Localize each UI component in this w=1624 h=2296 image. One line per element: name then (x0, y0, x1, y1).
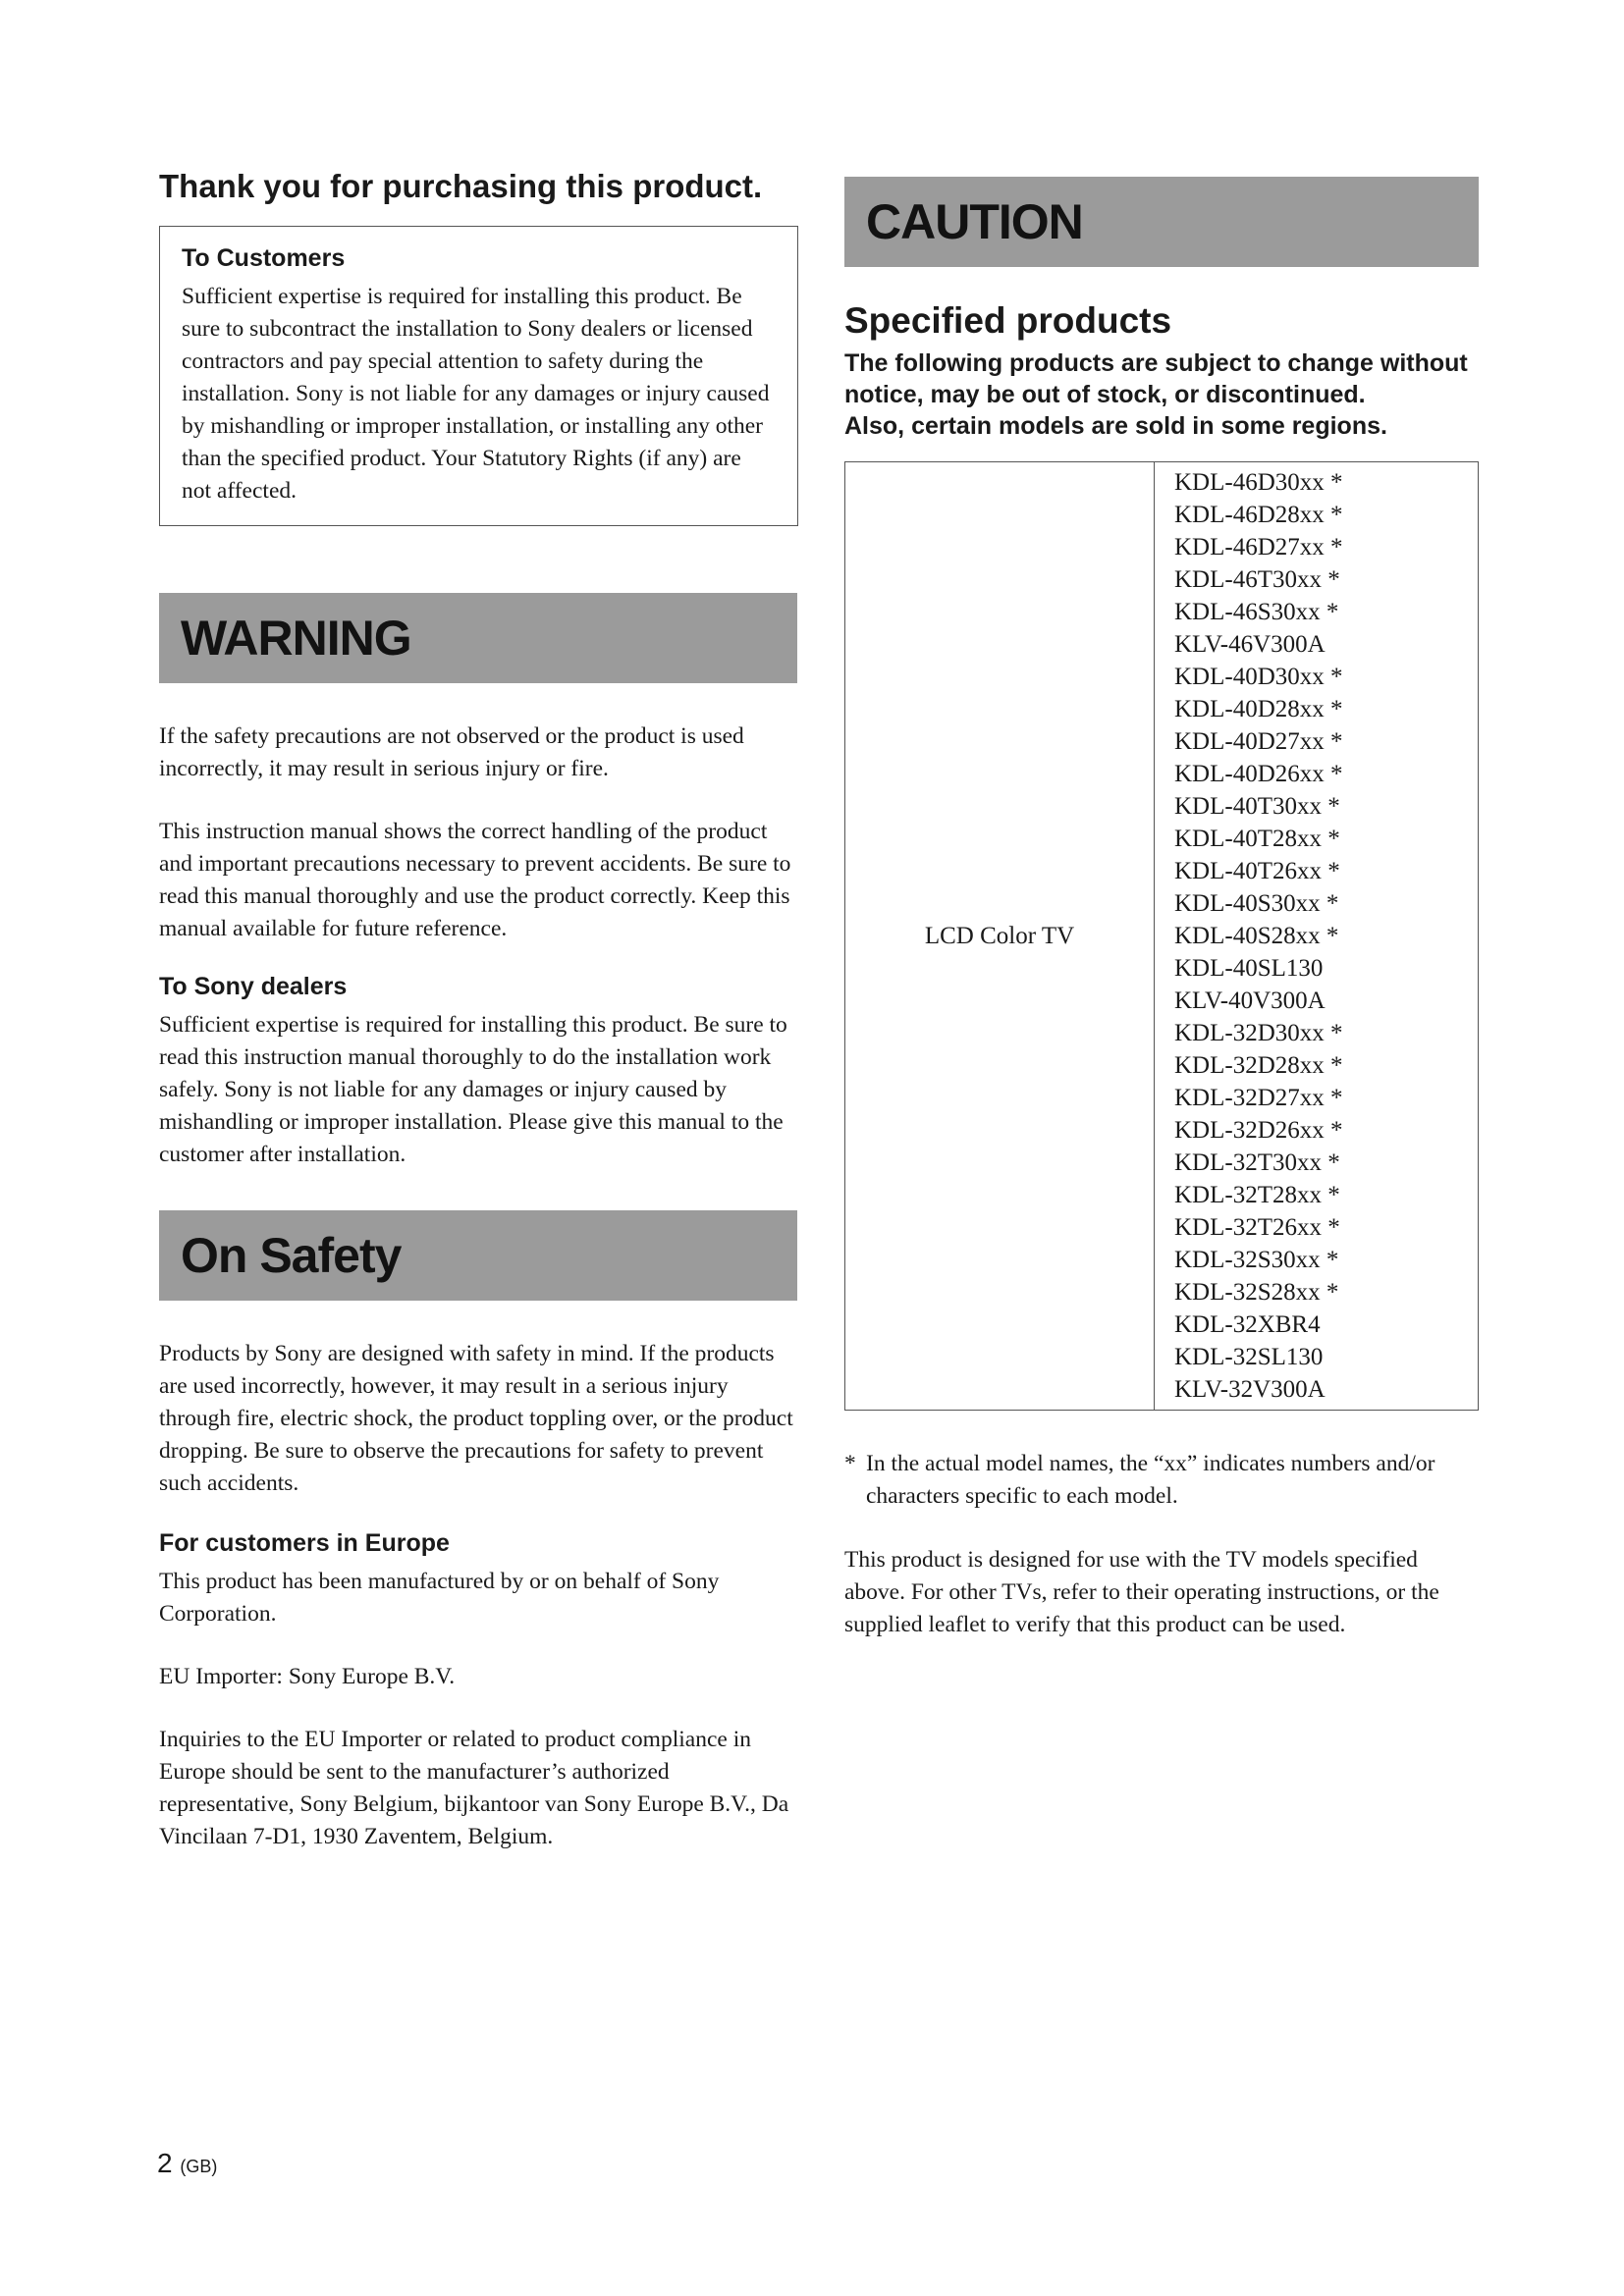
model-item: KDL-40S28xx * (1174, 923, 1339, 949)
warning-banner: WARNING (159, 593, 797, 683)
warning-paragraph-1: If the safety precautions are not observed or the product is used incorrectly, it may result in serious injury or fire. (159, 722, 744, 781)
model-list (1155, 462, 1479, 1411)
model-item: KDL-40T28xx * (1174, 826, 1340, 852)
caution-banner: CAUTION (844, 177, 1479, 267)
page-number-suffix: (GB) (180, 2157, 218, 2176)
model-item: KDL-40T26xx * (1174, 858, 1340, 884)
page-number (157, 2148, 217, 2179)
specified-products-title: Specified products (844, 300, 1172, 341)
specified-products-table (844, 461, 1479, 1411)
model-item: KDL-46S30xx * (1174, 599, 1339, 625)
to-customers-text: Sufficient expertise is required for installing this product. Be sure to subcontract the installation to Sony dealers or licensed contractors and pay special attention to safety during the installation. Sony is not liable for any damages or injury caused by mishandling or improper installation, or installing any other than the specified product. Your Statutory Rights (if any) are not affected. (182, 283, 770, 504)
model-item: KDL-32SL130 (1174, 1344, 1324, 1370)
model-name-footnote (844, 1448, 1479, 1513)
model-item: KLV-46V300A (1174, 631, 1326, 658)
europe-customers-text: This product has been manufactured by or on behalf of Sony Corporation. (159, 1568, 720, 1627)
europe-customers-heading: For customers in Europe (159, 1528, 450, 1557)
page-number-value: 2 (157, 2148, 173, 2178)
model-item: KDL-32S28xx * (1174, 1279, 1339, 1306)
eu-inquiries-text: Inquiries to the EU Importer or related to product compliance in Europe should be sent to the manufacturer’s authorized representative, Sony Belgium, bijkantoor van Sony Europe B.V., Da Vincilaan 7-D1, 1930 Zaventem, Belgium. (159, 1726, 789, 1849)
model-item: KDL-46D27xx * (1174, 534, 1343, 561)
product-category: LCD Color TV (845, 462, 1155, 1411)
model-item: KDL-32D30xx * (1174, 1020, 1343, 1046)
model-item: KDL-32D28xx * (1174, 1052, 1343, 1079)
sony-dealers-text: Sufficient expertise is required for installing this product. Be sure to read this instruction manual thoroughly to do the installation work safely. Sony is not liable for any damages or injury caused by mishandling or improper installation. Please give this manual to the customer after installation. (159, 1011, 787, 1167)
table-row (845, 462, 1479, 1411)
warning-paragraph-2: This instruction manual shows the correct handling of the product and important precautions necessary to prevent accidents. Be sure to read this manual thoroughly and use the product correctly. Keep this manual available for future reference. (159, 818, 791, 941)
model-item: KDL-40SL130 (1174, 955, 1324, 982)
on-safety-banner: On Safety (159, 1210, 797, 1301)
model-item: KDL-46T30xx * (1174, 566, 1340, 593)
to-customers-heading: To Customers (182, 243, 346, 272)
model-item: KDL-32T26xx * (1174, 1214, 1340, 1241)
model-item: KDL-32T28xx * (1174, 1182, 1340, 1208)
asterisk-mark: * (844, 1451, 856, 1476)
model-item: KDL-40D26xx * (1174, 761, 1343, 787)
model-item: KDL-40D30xx * (1174, 664, 1343, 690)
safety-paragraph: Products by Sony are designed with safety in mind. If the products are used incorrectly, however, it may result in a serious injury through fire, electric shock, the product toppling over, or the product dropping. Be sure to observe the precautions for safety to prevent such accidents. (159, 1340, 793, 1496)
change-notice: The following products are subject to change without notice, may be out of stock, or discontinued. (844, 349, 1468, 408)
regions-notice: Also, certain models are sold in some regions. (844, 412, 1387, 440)
left-column (159, 167, 797, 1853)
model-item: KDL-40S30xx * (1174, 890, 1339, 917)
model-item: KDL-32D26xx * (1174, 1117, 1343, 1144)
sony-dealers-heading: To Sony dealers (159, 972, 348, 1000)
model-item: KDL-40D27xx * (1174, 728, 1343, 755)
to-customers-box (159, 226, 798, 526)
model-item: KDL-32S30xx * (1174, 1247, 1339, 1273)
model-item: KDL-40T30xx * (1174, 793, 1340, 820)
compatibility-text: This product is designed for use with the TV models specified above. For other TVs, refer to their operating instructions, or the supplied leaflet to verify that this product can be used. (844, 1547, 1439, 1637)
right-column (844, 177, 1479, 1641)
model-item: KDL-32D27xx * (1174, 1085, 1343, 1111)
model-item: KLV-32V300A (1174, 1376, 1326, 1403)
model-item: KDL-40D28xx * (1174, 696, 1343, 722)
footnote-text: In the actual model names, the “xx” indicates numbers and/or characters specific to each model. (866, 1451, 1435, 1509)
eu-importer-text: EU Importer: Sony Europe B.V. (159, 1663, 456, 1689)
model-item: KDL-32T30xx * (1174, 1149, 1340, 1176)
model-item: KDL-46D30xx * (1174, 469, 1343, 496)
model-item: KDL-46D28xx * (1174, 502, 1343, 528)
model-item: KDL-32XBR4 (1174, 1311, 1321, 1338)
model-item: KLV-40V300A (1174, 988, 1326, 1014)
page-title: Thank you for purchasing this product. (159, 168, 763, 204)
